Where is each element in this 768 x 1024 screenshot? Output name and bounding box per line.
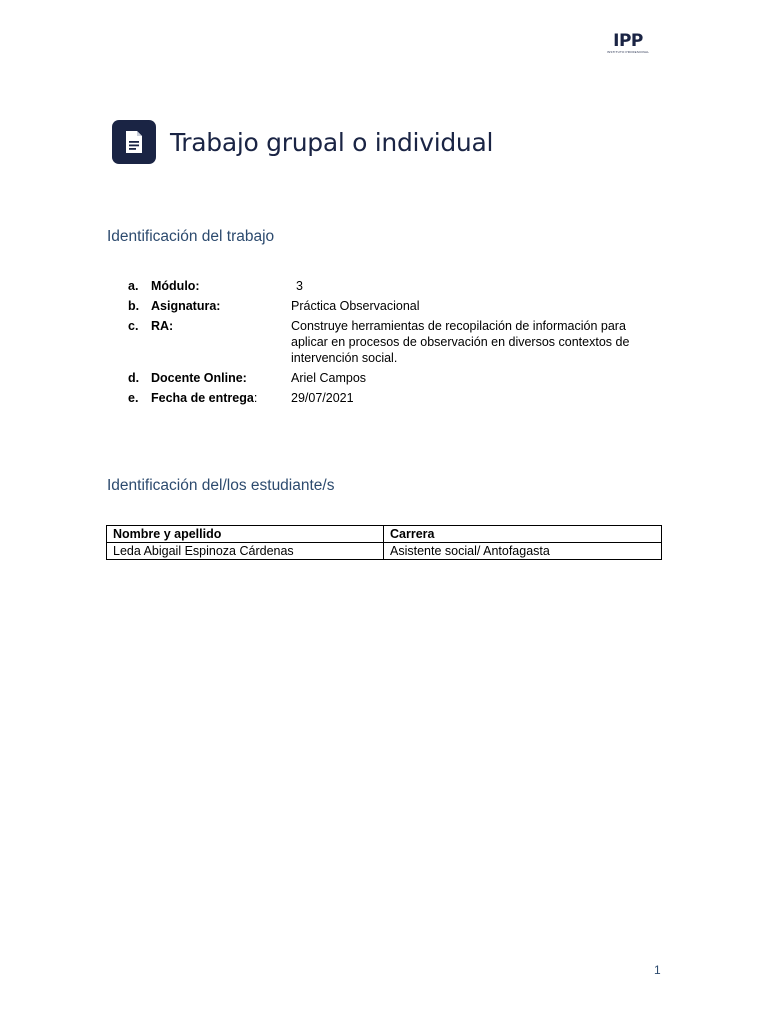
page-number: 1 <box>654 963 661 977</box>
item-label: Docente Online: <box>151 371 247 385</box>
column-header-name: Nombre y apellido <box>107 526 384 543</box>
students-table <box>106 525 662 560</box>
list-item-ra <box>128 318 636 366</box>
work-details-list <box>128 278 636 410</box>
ipp-logo <box>604 32 652 62</box>
item-value: Construye herramientas de recopilación de información para aplicar en procesos de observación en diversos contextos de intervención social. <box>291 319 630 365</box>
item-label: RA: <box>151 319 174 333</box>
item-letter: b. <box>128 299 140 313</box>
logo-text: IPP <box>613 31 643 51</box>
item-value: 3 <box>296 279 303 293</box>
column-header-career: Carrera <box>384 526 662 543</box>
item-label: Módulo: <box>151 279 200 293</box>
document-icon <box>112 120 156 164</box>
cell-student-name: Leda Abigail Espinoza Cárdenas <box>107 543 384 560</box>
table-header-row <box>107 526 662 543</box>
item-label-suffix: : <box>253 391 258 405</box>
item-label: Asignatura: <box>151 299 221 313</box>
list-item-asignatura <box>128 298 636 314</box>
section-heading-work-id: Identificación del trabajo <box>107 228 275 245</box>
item-value: Ariel Campos <box>291 371 367 385</box>
logo-subtext: INSTITUTO PROFESIONAL <box>606 50 650 54</box>
list-item-docente <box>128 370 636 386</box>
item-value: Práctica Observacional <box>291 299 420 313</box>
document-header <box>112 120 493 164</box>
item-value: 29/07/2021 <box>291 391 354 405</box>
item-letter: c. <box>128 319 139 333</box>
list-item-modulo <box>128 278 636 294</box>
item-label-text: Fecha de entrega <box>151 391 254 405</box>
item-letter: a. <box>128 279 139 293</box>
item-letter: e. <box>128 391 139 405</box>
page-title: Trabajo grupal o individual <box>170 127 494 157</box>
table-row <box>107 543 662 560</box>
item-letter: d. <box>128 371 140 385</box>
cell-student-career: Asistente social/ Antofagasta <box>384 543 662 560</box>
section-heading-students: Identificación del/los estudiante/s <box>107 477 335 494</box>
item-label <box>151 390 291 406</box>
list-item-fecha <box>128 390 636 406</box>
